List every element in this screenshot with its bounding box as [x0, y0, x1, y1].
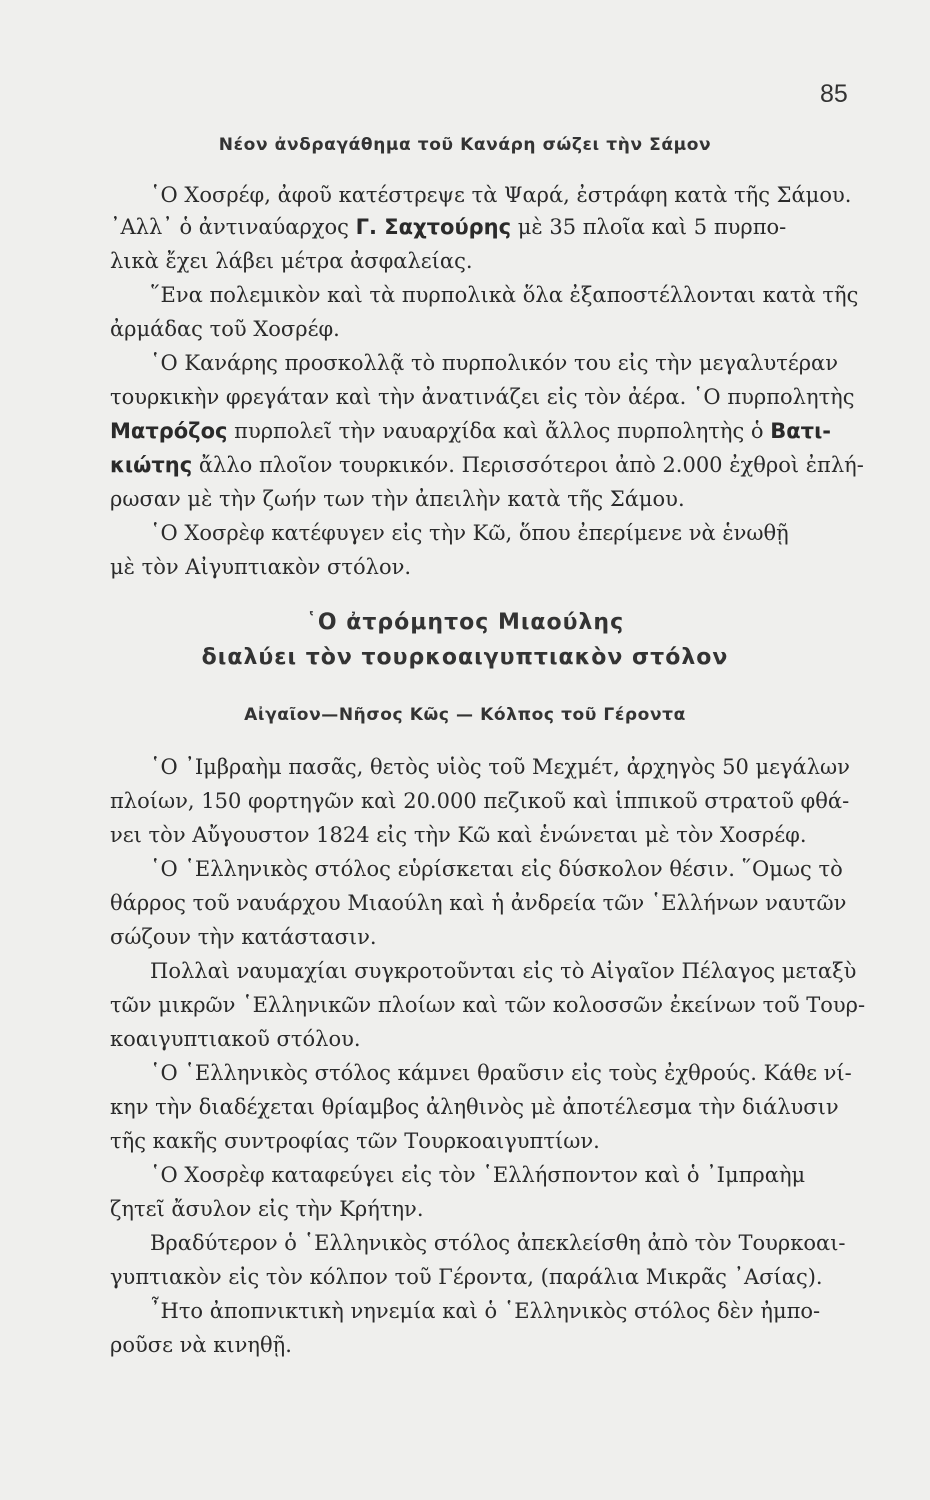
section-title-miaoulis: ῾Ο ἀτρόμητος Μιαούλης — [305, 610, 625, 635]
paragraph-line: πλοίων, 150 φορτηγῶν καὶ 20.000 πεζικοῦ καὶ ἱππικοῦ στρατοῦ φθά- — [110, 789, 850, 813]
paragraph-line: λικὰ ἔχει λάβει μέτρα ἀσφαλείας. — [110, 249, 473, 273]
paragraph-line: Πολλαὶ ναυμαχίαι συγκροτοῦνται εἰς τὸ Αἰγαῖον Πέλαγος μεταξὺ — [150, 959, 857, 983]
text-segment: μὲ 35 πλοῖα καὶ 5 πυρπο- — [511, 215, 787, 239]
paragraph-line-with-bold — [110, 212, 786, 242]
text-segment: ἄλλο πλοῖον τουρκικόν. Περισσότεροι ἀπὸ 2.000 ἐχθροὶ ἐπλή- — [192, 453, 864, 477]
paragraph-line: Βραδύτερον ὁ ῾Ελληνικὸς στόλος ἀπεκλείσθη ἀπὸ τὸν Τουρκοαι- — [150, 1231, 846, 1255]
paragraph-line: ῾Ο ῾Ελληνικὸς στόλος εὑρίσκεται εἰς δύσκολον θέσιν. ῞Ομως τὸ — [150, 857, 843, 881]
text-segment: πυρπολεῖ τὴν ναυαρχίδα καὶ ἄλλος πυρπολητὴς ὁ — [227, 419, 771, 443]
section-subtitle: Αἰγαῖον—Νῆσος Κῶς — Κόλπος τοῦ Γέροντα — [244, 705, 686, 725]
paragraph-line: ροῦσε νὰ κινηθῇ. — [110, 1333, 292, 1357]
paragraph-line: νει τὸν Αὔγουστον 1824 εἰς τὴν Κῶ καὶ ἑνώνεται μὲ τὸν Χοσρέφ. — [110, 823, 807, 847]
paragraph-line: ῾Ο ῾Ελληνικὸς στόλος κάμνει θραῦσιν εἰς τοὺς ἐχθρούς. Κάθε νί- — [150, 1061, 852, 1085]
paragraph-line: ῾Ο ᾿Ιμβραὴμ πασᾶς, θετὸς υἱὸς τοῦ Μεχμέτ, ἀρχηγὸς 50 μεγάλων — [150, 755, 850, 779]
paragraph-line-with-bold — [110, 416, 831, 446]
text-segment: ᾿Αλλ᾿ ὁ ἀντιναύαρχος — [110, 215, 356, 239]
paragraph-line: ῾Ο Χοσρὲφ κατέφυγεν εἰς τὴν Κῶ, ὅπου ἐπερίμενε νὰ ἑνωθῇ — [150, 521, 789, 545]
page-number: 85 — [820, 80, 848, 108]
bold-name: κιώτης — [110, 453, 193, 477]
paragraph-line: κην τὴν διαδέχεται θρίαμβος ἀληθινὸς μὲ ἀποτέλεσμα τὴν διάλυσιν — [110, 1095, 839, 1119]
paragraph-line: τῶν μικρῶν ῾Ελληνικῶν πλοίων καὶ τῶν κολοσσῶν ἐκείνων τοῦ Τουρ- — [110, 993, 866, 1017]
paragraph-line-with-bold — [110, 450, 864, 480]
paragraph-line: τουρκικὴν φρεγάταν καὶ τὴν ἀνατινάζει εἰς τὸν ἀέρα. ῾Ο πυρπολητὴς — [110, 385, 855, 409]
paragraph-line: μὲ τὸν Αἰγυπτιακὸν στόλον. — [110, 555, 412, 579]
paragraph-line: ζητεῖ ἄσυλον εἰς τὴν Κρήτην. — [110, 1197, 424, 1221]
paragraph-line: θάρρος τοῦ ναυάρχου Μιαούλη καὶ ἡ ἀνδρεία τῶν ῾Ελλήνων ναυτῶν — [110, 891, 847, 915]
section-title-miaoulis-line2: διαλύει τὸν τουρκοαιγυπτιακὸν στόλον — [201, 645, 729, 670]
paragraph-line: ῾Ο Κανάρης προσκολλᾷ τὸ πυρπολικόν του εἰς τὴν μεγαλυτέραν — [150, 351, 839, 375]
section-title-kanaris: Νέον ἀνδραγάθημα τοῦ Κανάρη σώζει τὴν Σάμον — [218, 135, 712, 155]
paragraph-line: ῏Ητο ἀποπνικτικὴ νηνεμία καὶ ὁ ῾Ελληνικὸς στόλος δὲν ἠμπο- — [150, 1299, 821, 1323]
paragraph-line: ῾Ο Χοσρὲφ καταφεύγει εἰς τὸν ῾Ελλήσποντον καὶ ὁ ᾿Ιμπραὴμ — [150, 1163, 806, 1187]
paragraph-line: γυπτιακὸν εἰς τὸν κόλπον τοῦ Γέροντα, (παράλια Μικρᾶς ᾿Ασίας). — [110, 1265, 823, 1289]
bold-name: Γ. Σαχτούρης — [355, 215, 512, 239]
paragraph-line: τῆς κακῆς συντροφίας τῶν Τουρκοαιγυπτίων. — [110, 1129, 600, 1153]
paragraph-line: ῾Ο Χοσρέφ, ἀφοῦ κατέστρεψε τὰ Ψαρά, ἐστράφη κατὰ τῆς Σάμου. — [150, 183, 852, 207]
bold-name: Βατι- — [770, 419, 831, 443]
paragraph-line: σώζουν τὴν κατάστασιν. — [110, 925, 377, 949]
paragraph-line: ῞Ενα πολεμικὸν καὶ τὰ πυρπολικὰ ὅλα ἐξαποστέλλονται κατὰ τῆς — [150, 283, 859, 307]
bold-name: Ματρόζος — [110, 419, 228, 443]
paragraph-line: ρωσαν μὲ τὴν ζωήν των τὴν ἀπειλὴν κατὰ τῆς Σάμου. — [110, 487, 685, 511]
paragraph-line: κοαιγυπτιακοῦ στόλου. — [110, 1027, 361, 1051]
paragraph-line: ἀρμάδας τοῦ Χοσρέφ. — [110, 317, 340, 341]
